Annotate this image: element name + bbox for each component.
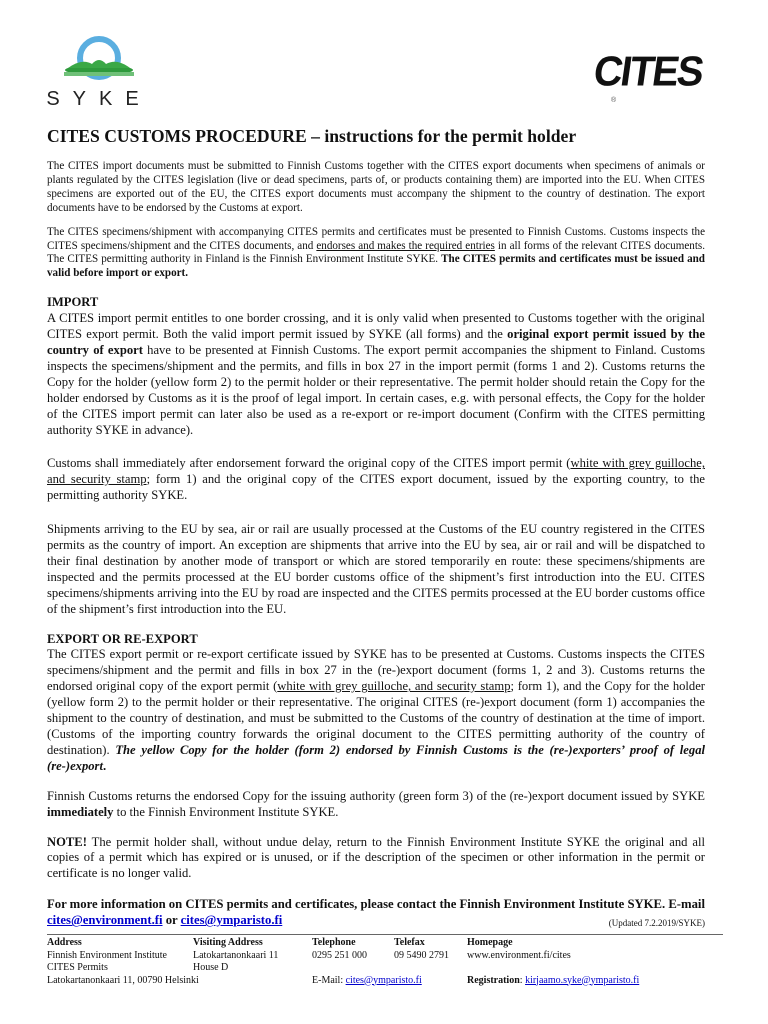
export-p1-end: . — [102, 758, 107, 773]
syke-wordmark: SYKE — [46, 88, 152, 110]
visiting-address-label: Visiting Address — [193, 937, 263, 948]
import-p1-text-a: A CITES import permit entitles to one border crossing, and it is only valid when presented to Customs together with the original CITES export permit. Both the valid import permit issued by SYKE (all forms) and the — [47, 311, 705, 342]
telephone-label: Telephone — [312, 937, 356, 948]
email-link-ymparisto[interactable]: cites@ymparisto.fi — [180, 913, 283, 928]
visiting-address-line: House D — [193, 962, 229, 973]
footer-visiting-address — [193, 937, 278, 975]
export-paragraph-1 — [47, 647, 705, 774]
intro-paragraph-1: The CITES import documents must be submitted to Finnish Customs together with the CITES export documents when specimens of animals or plants regulated by the CITES legislation (live or dead specimens, parts of, or products containing them) are imported into the EU. When CITES specimens are exported out of the EU, the CITES export documents must accompany the shipment to the country of destination. The export documents have to be endorsed by the Customs at export. — [47, 160, 705, 214]
import-p2-text-a: Customs shall immediately after endorsement forward the original copy of the CITES import permit ( — [47, 456, 571, 471]
address-line: Latokartanonkaari 11, 00790 Helsinki — [47, 974, 199, 986]
export-p1-text-a: The CITES export permit or re-export certificate issued by SYKE has to be presented at Customs. Customs inspects the CITES specimens/shipment and the permit and fills in box 27 in the (re-)export document (forms 1, 2 and 3). Customs returns the endorsed original copy of the export permit ( — [47, 647, 705, 694]
footer-telefax — [394, 937, 449, 962]
import-paragraph-3: Shipments arriving to the EU by sea, air or rail are usually processed at the Customs of the EU country registered in the CITES permits as the country of import. An exception are shipments that arrive into the EU by sea, air or rail and will be dispatched to their final destination by another mode of transport or which are stored temporarily en route: these specimens/shipments are inspected and the permits processed at the EU border customs office of the shipment’s first introduction into the EU. CITES specimens/shipments arriving into the EU by road are inspected and the CITES permits processed at the EU border customs office of the shipment’s first introduction into the EU. — [47, 522, 705, 616]
intro-paragraph-2 — [47, 226, 705, 282]
visiting-address-line: Latokartanonkaari 11 — [193, 949, 279, 961]
page-title: CITES CUSTOMS PROCEDURE – instructions for the permit holder — [47, 126, 577, 146]
export-paragraph-2 — [47, 789, 705, 821]
syke-emblem-icon — [62, 36, 136, 90]
export-heading: EXPORT OR RE-EXPORT — [47, 631, 198, 646]
cites-registered-mark: ® — [611, 97, 617, 104]
registration-label: Registration — [467, 974, 520, 986]
footer-divider — [47, 934, 723, 935]
footer-telephone: Telephone 0295 251 000 E-Mail: cites@ymparisto.fi — [312, 937, 422, 986]
import-p2-underlined: white with grey guilloche, and security stamp — [47, 456, 705, 487]
export-p1-underlined: white with grey guilloche, and security stamp — [277, 679, 511, 694]
note-label: NOTE! — [47, 834, 87, 849]
import-paragraph-2 — [47, 456, 705, 504]
contact-or: or — [162, 913, 181, 928]
intro-p2-bold: The CITES permits and certificates must be issued and valid before import or export. — [47, 253, 705, 280]
export-p2-bold: immediately — [47, 804, 114, 819]
footer-homepage: Homepage www.environment.fi/cites Registration: kirjaamo.syke@ymparisto.fi — [467, 937, 640, 986]
document-body — [47, 160, 705, 931]
email-label: E-Mail — [312, 974, 341, 986]
telefax-value: 09 5490 2791 — [394, 949, 449, 961]
export-p2-text-b: to the Finnish Environment Institute SYKE. — [113, 804, 339, 819]
import-p2-text-b: ; form 1) and the original copy of the CITES export document, issued by the exporting country, to the permitting authority SYKE. — [47, 472, 705, 503]
syke-logo — [44, 36, 154, 110]
updated-date: (Updated 7.2.2019/SYKE) — [608, 918, 705, 929]
intro-p2-text-a: The CITES specimens/shipment with accompanying CITES permits and certificates must be presented to Finnish Customs. Customs inspects the CITES specimens/shipment and the CITES documents, and — [47, 225, 705, 252]
import-paragraph-1 — [47, 311, 705, 438]
cites-wordmark: CITES — [590, 48, 706, 96]
homepage-link[interactable]: www.environment.fi/cites — [467, 949, 571, 961]
footer-address — [47, 937, 199, 987]
note-text: The permit holder shall, without undue delay, return to the Finnish Environment Institute SYKE the original and all copies of a permit which has expired or is unused, or if the description of the specimen or other information in the permit or certificate is no longer valid. — [47, 834, 705, 881]
intro-p2-text-b: in all forms of the relevant CITES documents. The CITES permitting authority in Finland is the Finnish Environment Institute SYKE. — [47, 239, 705, 266]
import-p1-bold: original export permit issued by the country of export — [47, 327, 705, 357]
telephone-value: 0295 251 000 — [312, 949, 367, 961]
note-paragraph — [47, 835, 705, 883]
homepage-label: Homepage — [467, 937, 513, 948]
address-label: Address — [47, 937, 82, 948]
contact-paragraph — [47, 896, 705, 928]
intro-p2-underlined: endorses and makes the required entries — [316, 239, 495, 252]
address-line: Finnish Environment Institute — [47, 949, 167, 961]
export-p1-text-b: ; form 1), and the Copy for the holder (yellow form 2) to the permit holder or their representative. The original CITES (re-)export document (form 1) accompanies the shipment to the country of destination, and must be submitted to the Customs of the country of destination at the time of import. (Customs of the importing country forwards the original document to the CITES permitting authority of the country of destination). — [47, 679, 705, 757]
import-p1-text-b: have to be presented at Finnish Customs. The export permit accompanies the shipment to Finland. Customs inspects the specimens/shipment and the permits, and fills in box 27 in the import permit (forms 1 and 2). Customs returns the Copy for the holder (yellow form 2) to the permit holder or their representative. The permit holder should retain the Copy for the holder endorsed by Customs as it is the proof of legal import. In certain cases, e.g. with personal effects, the Copy for the holder of the CITES import permit can later also be used as a re-export or re-import document (Confirm with the CITES permitting authority SYKE in advance). — [47, 342, 705, 437]
email-link-environment[interactable]: cites@environment.fi — [47, 913, 163, 928]
export-p1-bold-italic: The yellow Copy for the holder (form 2) endorsed by Finnish Customs is the (re-)exporters’ proof of legal (re-)export — [47, 742, 705, 773]
import-heading: IMPORT — [47, 295, 99, 310]
export-p2-text-a: Finnish Customs returns the endorsed Copy for the issuing authority (green form 3) of the (re-)export document issued by SYKE — [47, 788, 705, 803]
cites-logo — [582, 44, 706, 106]
contact-text: For more information on CITES permits and certificates, please contact the Finnish Environment Institute SYKE. E-mail — [47, 897, 705, 912]
telefax-label: Telefax — [394, 937, 425, 948]
address-line: CITES Permits — [47, 962, 108, 973]
footer-email-link[interactable]: cites@ymparisto.fi — [345, 974, 422, 986]
registration-email-link[interactable]: kirjaamo.syke@ymparisto.fi — [525, 974, 640, 986]
